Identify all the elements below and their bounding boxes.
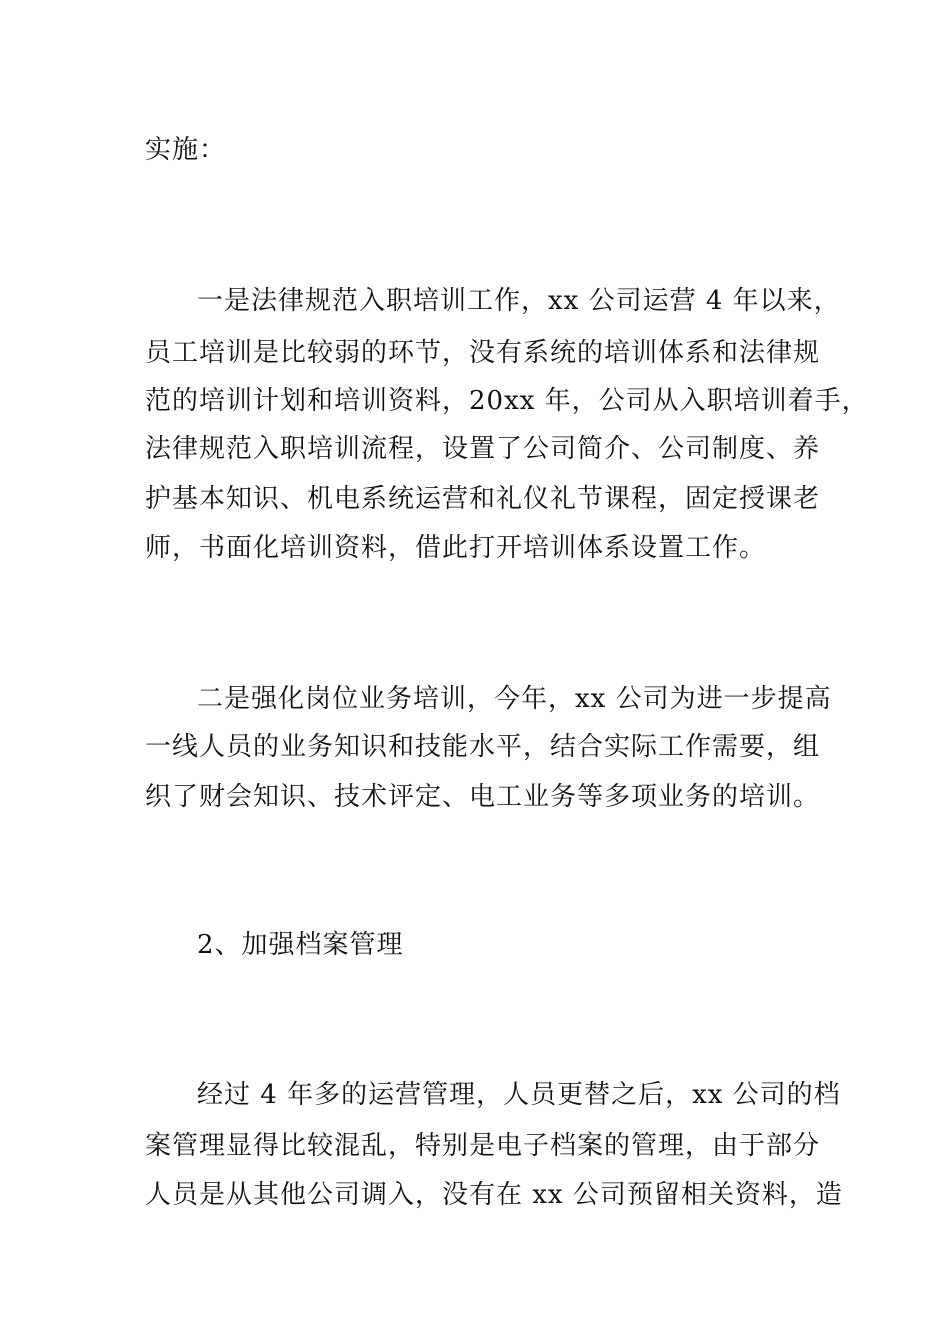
paragraph-1-line-1: 一是法律规范入职培训工作，xx 公司运营 4 年以来，: [197, 286, 841, 316]
intro-text: 实施：: [145, 135, 227, 165]
paragraph-3-line-1: 经过 4 年多的运营管理，人员更替之后，xx 公司的档: [197, 1080, 841, 1110]
paragraph-1-line-3: 范的培训计划和培训资料，20xx 年，公司从入职培训着手，: [145, 386, 869, 416]
paragraph-3-line-2: 案管理显得比较混乱，特别是电子档案的管理，由于部分: [145, 1131, 821, 1161]
paragraph-1-line-5: 护基本知识、机电系统运营和礼仪礼节课程，固定授课老: [145, 484, 821, 514]
paragraph-2-line-2: 一线人员的业务知识和技能水平，结合实际工作需要，组: [145, 732, 821, 762]
paragraph-2-line-1: 二是强化岗位业务培训，今年，xx 公司为进一步提高: [197, 684, 832, 714]
paragraph-3-line-3: 人员是从其他公司调入，没有在 xx 公司预留相关资料，造: [145, 1180, 843, 1210]
paragraph-1-line-2: 员工培训是比较弱的环节，没有系统的培训体系和法律规: [145, 338, 821, 368]
paragraph-1-line-4: 法律规范入职培训流程，设置了公司简介、公司制度、养: [145, 434, 821, 464]
paragraph-2-line-3: 织了财会知识、技术评定、电工业务等多项业务的培训。: [145, 782, 821, 812]
section-heading: 2、加强档案管理: [197, 930, 404, 960]
paragraph-1-line-6: 师，书面化培训资料，借此打开培训体系设置工作。: [145, 533, 767, 563]
